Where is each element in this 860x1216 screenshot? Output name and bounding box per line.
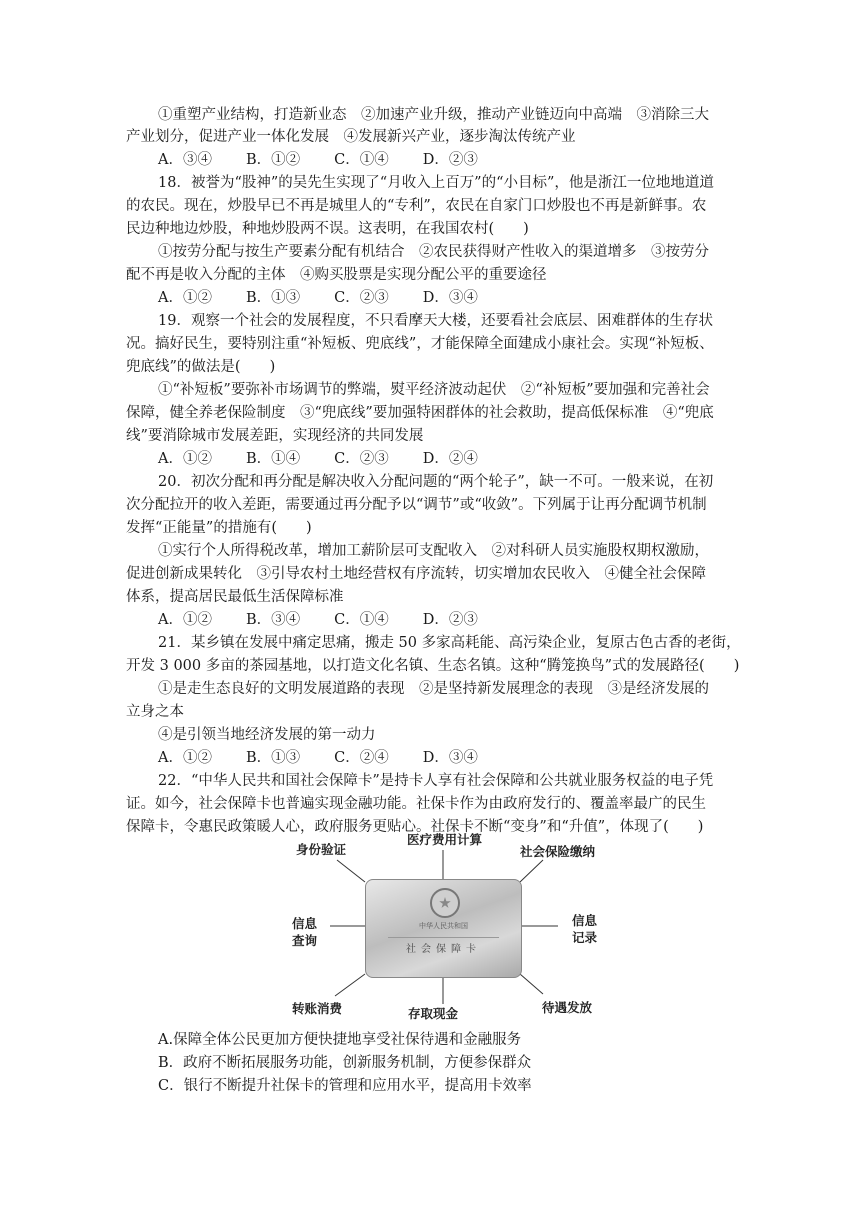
q21-options-line-1: ①是走生态良好的文明发展道路的表现 ②是坚持新发展理念的表现 ③是经济发展的 <box>158 681 709 697</box>
q21-choice-c: C．②④ <box>334 750 389 766</box>
label-transfer-spending: 转账消费 <box>292 1001 343 1016</box>
q17-choice-d: D．②③ <box>422 152 478 168</box>
q20-choices <box>158 609 512 631</box>
q19-stem-line-3: 兜底线”的做法是( ) <box>126 359 276 375</box>
connector-identity <box>337 860 365 882</box>
q20-stem-line-3: 发挥“正能量”的措施有( ) <box>126 520 312 536</box>
label-benefits-payout: 待遇发放 <box>542 1000 593 1015</box>
q19-choice-b: B．①④ <box>245 451 301 467</box>
q19-options-line-2: 保障，健全养老保险制度 ③“兜底线”要加强特困群体的社会救助，提高低保标准 ④“兜底 <box>126 405 714 421</box>
q19-choices <box>158 448 512 470</box>
q20-choice-a: A．①② <box>158 612 212 628</box>
q18-options-line-2: 配不再是收入分配的主体 ④购买股票是实现分配公平的重要途径 <box>126 267 547 283</box>
q18-stem-line-2: 的农民。现在，炒股早已不再是城里人的“专利”，农民在自家门口炒股也不再是新鲜事。农 <box>126 198 707 214</box>
q21-choice-b: B．①③ <box>245 750 301 766</box>
connector-insurance <box>520 860 543 882</box>
label-info-record-1: 信息 <box>572 913 598 928</box>
card-country-text: 中华人民共和国 <box>419 922 468 930</box>
q21-options-line-3: ④是引领当地经济发展的第一动力 <box>158 727 376 743</box>
q18-choice-c: C．②③ <box>334 290 389 306</box>
q20-options-line-3: 体系，提高居民最低生活保障标准 <box>126 589 344 605</box>
q19-options-line-3: 线”要消除城市发展差距，实现经济的共同发展 <box>126 428 424 444</box>
social-security-card-diagram <box>280 826 610 1022</box>
q19-stem-line-1: 19．观察一个社会的发展程度，不只看摩天大楼，还要看社会底层、困难群体的生存状 <box>158 313 713 329</box>
q19-options-line-1: ①“补短板”要弥补市场调节的弊端，熨平经济波动起伏 ②“补短板”要加强和完善社会 <box>158 382 710 398</box>
q20-choice-b: B．③④ <box>245 612 301 628</box>
label-medical-cost: 医疗费用计算 <box>407 832 483 847</box>
q22-choice-b: B．政府不断拓展服务功能，创新服务机制，方便参保群众 <box>158 1055 532 1071</box>
q17-options-line-1: ①重塑产业结构，打造新业态 ②加速产业升级，推动产业链迈向中高端 ③消除三大 <box>158 107 709 123</box>
q20-options-line-2: 促进创新成果转化 ③引导农村土地经营权有序流转，切实增加农民收入 ④健全社会保障 <box>126 566 706 582</box>
q20-stem-line-2: 次分配拉开的收入差距，需要通过再分配予以“调节”或“收敛”。下列属于让再分配调节机制 <box>126 497 707 513</box>
q22-stem-line-2: 证。如今，社会保障卡也普遍实现金融功能。社保卡作为由政府发行的、覆盖率最广的民生 <box>126 796 706 812</box>
national-emblem-icon <box>430 888 460 918</box>
connector-transfer <box>335 974 365 996</box>
q18-choices <box>158 287 512 309</box>
q18-stem-line-1: 18．被誉为“股神”的吴先生实现了“月收入上百万”的“小目标”，他是浙江一位地地道道 <box>158 175 714 191</box>
q21-stem-line-1: 21．某乡镇在发展中痛定思痛，搬走 50 多家高耗能、高污染企业，复原古色古香的老街， <box>158 635 741 651</box>
q18-stem-line-3: 民边种地边炒股，种地炒股两不误。这表明，在我国农村( ) <box>126 221 529 237</box>
q19-choice-c: C．②③ <box>334 451 389 467</box>
q22-choice-a: A.保障全体公民更加方便快捷地享受社保待遇和金融服务 <box>158 1032 522 1048</box>
connector-benefits <box>520 974 543 994</box>
label-cash-deposit-withdraw: 存取现金 <box>408 1006 459 1021</box>
label-info-query-2: 查询 <box>292 933 318 948</box>
social-security-card-image <box>365 879 522 978</box>
q21-options-line-2: 立身之本 <box>126 704 184 720</box>
q18-choice-b: B．①③ <box>245 290 301 306</box>
q18-choice-d: D．③④ <box>422 290 478 306</box>
q21-choice-a: A．①② <box>158 750 212 766</box>
q17-choice-a: A．③④ <box>158 152 212 168</box>
q18-options-line-1: ①按劳分配与按生产要素分配有机结合 ②农民获得财产性收入的渠道增多 ③按劳分 <box>158 244 709 260</box>
q17-choice-b: B．①② <box>245 152 301 168</box>
q18-choice-a: A．①② <box>158 290 212 306</box>
q17-choice-c: C．①④ <box>334 152 389 168</box>
q19-choice-a: A．①② <box>158 451 212 467</box>
q20-choice-d: D．②③ <box>422 612 478 628</box>
q20-stem-line-1: 20．初次分配和再分配是解决收入分配问题的“两个轮子”，缺一不可。一般来说，在初 <box>158 474 714 490</box>
label-identity-verification: 身份验证 <box>296 842 347 857</box>
q19-choice-d: D．②④ <box>422 451 478 467</box>
card-title-text: 社会保障卡 <box>388 937 499 955</box>
q22-stem-line-1: 22．“中华人民共和国社会保障卡”是持卡人享有社会保障和公共就业服务权益的电子凭 <box>158 773 714 789</box>
q21-choice-d: D．③④ <box>422 750 478 766</box>
q17-choices <box>158 149 512 171</box>
q21-stem-line-2: 开发 3 000 多亩的茶园基地，以打造文化名镇、生态名镇。这种“腾笼换鸟”式的发展路径( ) <box>126 658 740 674</box>
label-info-record-2: 记录 <box>572 930 598 945</box>
q21-choices <box>158 747 512 769</box>
q20-options-line-1: ①实行个人所得税改革，增加工薪阶层可支配收入 ②对科研人员实施股权期权激励， <box>158 543 709 559</box>
q19-stem-line-2: 况。搞好民生，要特别注重“补短板、兜底线”，才能保障全面建成小康社会。实现“补短板、 <box>126 336 714 352</box>
q20-choice-c: C．①④ <box>334 612 389 628</box>
label-insurance-payment: 社会保险缴纳 <box>520 844 596 859</box>
label-info-query-1: 信息 <box>292 916 318 931</box>
q22-stem-line-3: 保障卡，令惠民政策暖人心，政府服务更贴心。社保卡不断“变身”和“升值”，体现了( ) <box>126 819 704 835</box>
q17-options-line-2: 产业划分，促进产业一体化发展 ④发展新兴产业，逐步淘汰传统产业 <box>126 129 576 145</box>
q22-choice-c: C．银行不断提升社保卡的管理和应用水平，提高用卡效率 <box>158 1078 532 1094</box>
